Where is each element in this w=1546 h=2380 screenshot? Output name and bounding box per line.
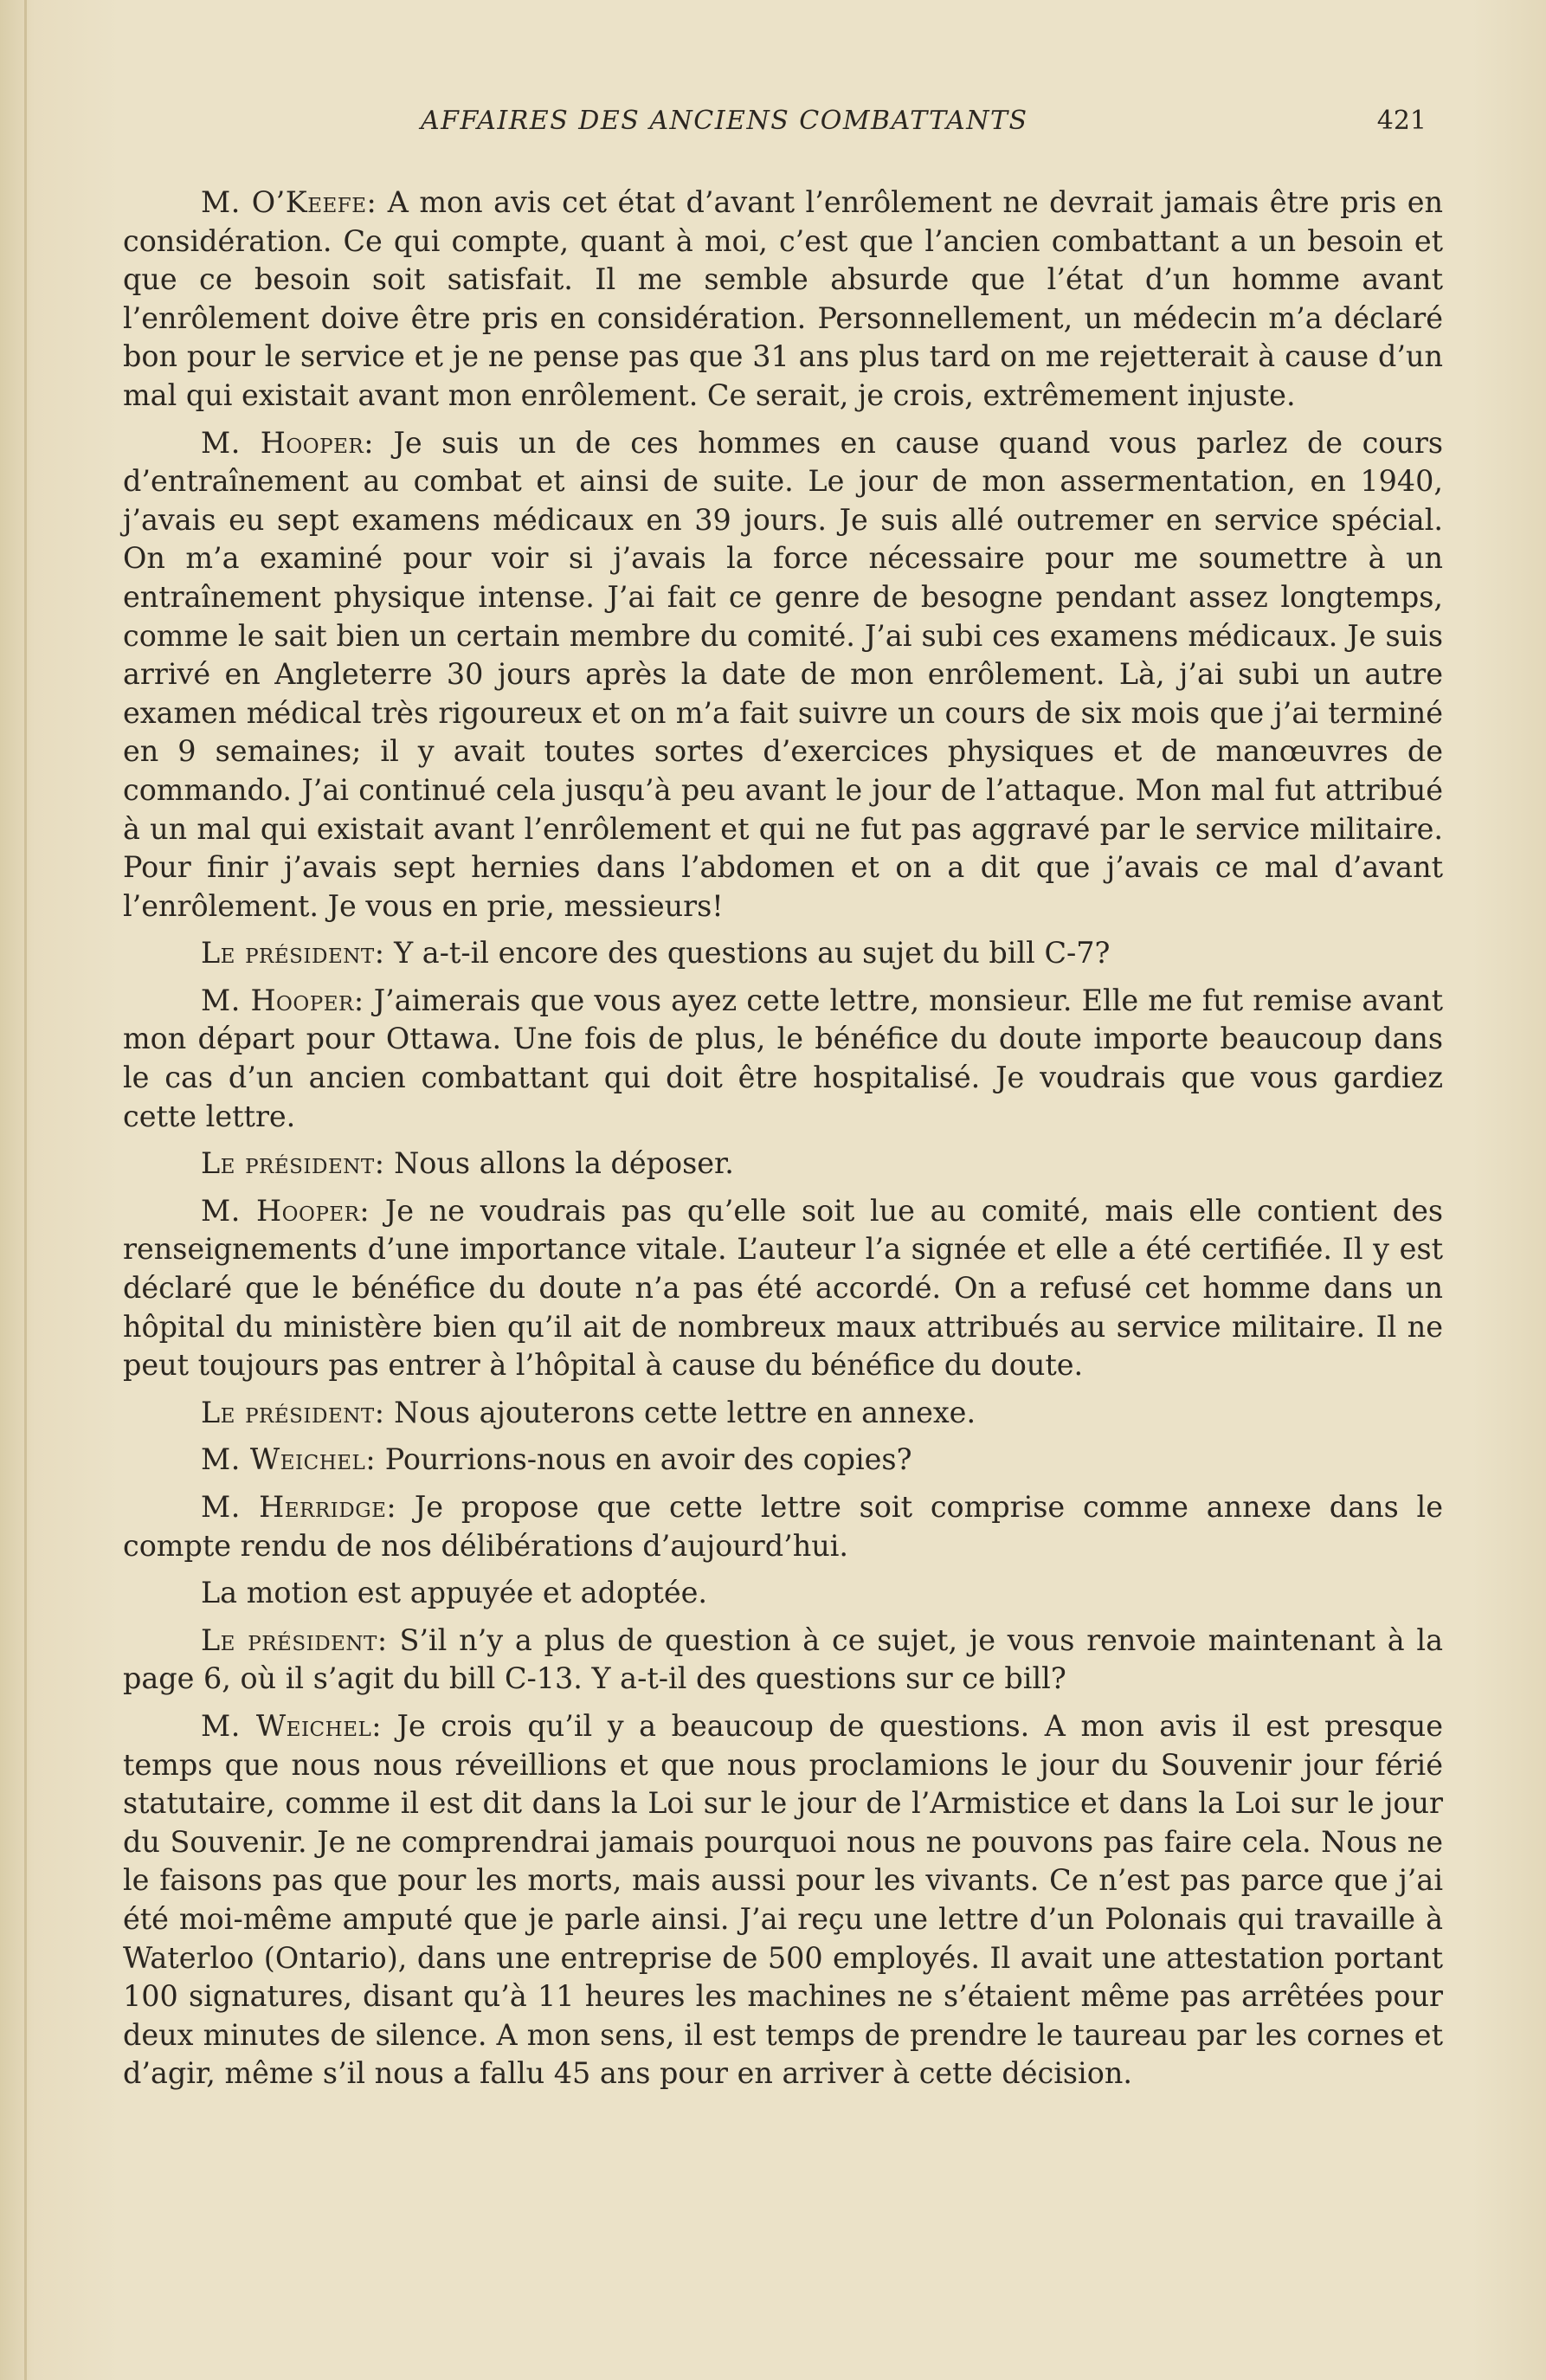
paragraph-text: Y a-t-il encore des questions au sujet du bill C-7? (384, 936, 1111, 971)
paragraph-hooper-1 (123, 424, 1443, 926)
page-header (196, 106, 1427, 144)
paragraph-text: Je propose que cette lettre soit comprise comme annexe dans le compte rendu de nos délibérations d’aujourd’hui. (123, 1490, 1443, 1563)
paragraph-okeefe (123, 184, 1443, 416)
speaker-name: M. Hooper: (201, 1193, 370, 1228)
speaker-name: Le président: (201, 1146, 385, 1181)
paragraph-text: S’il n’y a plus de question à ce sujet, je vous renvoie maintenant à la page 6, où il s’agit du bill C-13. Y a-t-il des questions sur ce bill? (123, 1622, 1443, 1696)
paragraph-president-1 (123, 934, 1443, 973)
speaker-name: Le président: (201, 1395, 385, 1429)
paragraph-text: Nous ajouterons cette lettre en annexe. (384, 1395, 976, 1429)
paragraph-motion (123, 1574, 1443, 1613)
paragraph-text: Nous allons la déposer. (384, 1146, 734, 1181)
speaker-name: M. Hooper: (201, 983, 364, 1017)
speaker-name: M. Weichel: (201, 1442, 377, 1477)
paragraph-president-4 (123, 1622, 1443, 1699)
paragraph-text: A mon avis cet état d’avant l’enrôlement ne devrait jamais être pris en considération. Ce qui compte, quant à moi, c’est que l’ancien combattant a un besoin et que ce besoin soit satisfait. Il me semble absurde que l’état d’un homme avant l’enrôlement doive être pris en considération. Personnellement, un médecin m’a déclaré bon pour le service et je ne pense pas que 31 ans plus tard on me rejetterait à cause d’un mal qui existait avant mon enrôlement. Ce serait, je crois, extrêmement injuste. (123, 185, 1443, 412)
paragraph-weichel-2 (123, 1707, 1443, 2093)
speaker-name: Le président: (201, 936, 385, 971)
paragraph-text: Pourrions-nous en avoir des copies? (376, 1442, 912, 1477)
paragraph-text: J’aimerais que vous ayez cette lettre, monsieur. Elle me fut remise avant mon départ pour Ottawa. Une fois de plus, le bénéfice du doute importe beaucoup dans le cas d’un ancien combattant qui doit être hospitalisé. Je voudrais que vous gardiez cette lettre. (123, 983, 1443, 1133)
body-text (123, 184, 1443, 2102)
paragraph-weichel-1 (123, 1441, 1443, 1480)
paragraph-president-2 (123, 1145, 1443, 1184)
paragraph-herridge (123, 1488, 1443, 1565)
running-head: AFFAIRES DES ANCIENS COMBATTANTS (421, 106, 1028, 136)
paragraph-hooper-3 (123, 1192, 1443, 1385)
paragraph-text: La motion est appuyée et adoptée. (201, 1576, 707, 1610)
paragraph-president-3 (123, 1394, 1443, 1433)
speaker-name: M. Hooper: (201, 425, 374, 460)
speaker-name: Le président: (201, 1622, 388, 1657)
speaker-name: M. O’Keefe: (201, 185, 377, 219)
speaker-name: M. Herridge: (201, 1490, 397, 1524)
paragraph-text: Je suis un de ces hommes en cause quand vous parlez de cours d’entraînement au combat et ainsi de suite. Le jour de mon assermentation, en 1940, j’avais eu sept examens médicaux en 39 jours. Je suis allé outremer en service spécial. On m’a examiné pour voir si j’avais la force nécessaire pour me soumettre à un entraînement physique intense. J’ai fait ce genre de besogne pendant assez longtemps, comme le sait bien un certain membre du comité. J’ai subi ces examens médicaux. Je suis arrivé en Angleterre 30 jours après la date de mon enrôlement. Là, j’ai subi un autre examen médical très rigoureux et on m’a fait suivre un cours de six mois que j’ai terminé en 9 semaines; il y avait toutes sortes d’exercices physiques et de manœuvres de commando. J’ai continué cela jusqu’à peu avant le jour de l’attaque. Mon mal fut attribué à un mal qui existait avant l’enrôlement et qui ne fut pas aggravé par le service militaire. Pour finir j’avais sept hernies dans l’abdomen et on a dit que j’avais ce mal d’avant l’enrôlement. Je vous en prie, messieurs! (123, 425, 1443, 923)
page-edge-shadow (24, 0, 27, 2380)
page-number: 421 (1376, 106, 1427, 136)
paragraph-text: Je ne voudrais pas qu’elle soit lue au comité, mais elle contient des renseignements d’une importance vitale. L’auteur l’a signée et elle a été certifiée. Il y est déclaré que le bénéfice du doute n’a pas été accordé. On a refusé cet homme dans un hôpital du ministère bien qu’il ait de nombreux maux attribués au service militaire. Il ne peut toujours pas entrer à l’hôpital à cause du bénéfice du doute. (123, 1193, 1443, 1383)
speaker-name: M. Weichel: (201, 1708, 383, 1743)
paragraph-text: Je crois qu’il y a beaucoup de questions. A mon avis il est presque temps que nous nous réveillions et que nous proclamions le jour du Souvenir jour férié statutaire, comme il est dit dans la Loi sur le jour de l’Armistice et dans la Loi sur le jour du Souvenir. Je ne comprendrai jamais pourquoi nous ne pouvons pas faire cela. Nous ne le faisons pas que pour les morts, mais aussi pour les vivants. Ce n’est pas parce que j’ai été moi-même amputé que je parle ainsi. J’ai reçu une lettre d’un Polonais qui travaille à Waterloo (Ontario), dans une entreprise de 500 employés. Il avait une attestation portant 100 signatures, disant qu’à 11 heures les machines ne s’étaient même pas arrêtées pour deux minutes de silence. A mon sens, il est temps de prendre le taureau par les cornes et d’agir, même s’il nous a fallu 45 ans pour en arriver à cette décision. (123, 1708, 1443, 2091)
paragraph-hooper-2 (123, 982, 1443, 1136)
